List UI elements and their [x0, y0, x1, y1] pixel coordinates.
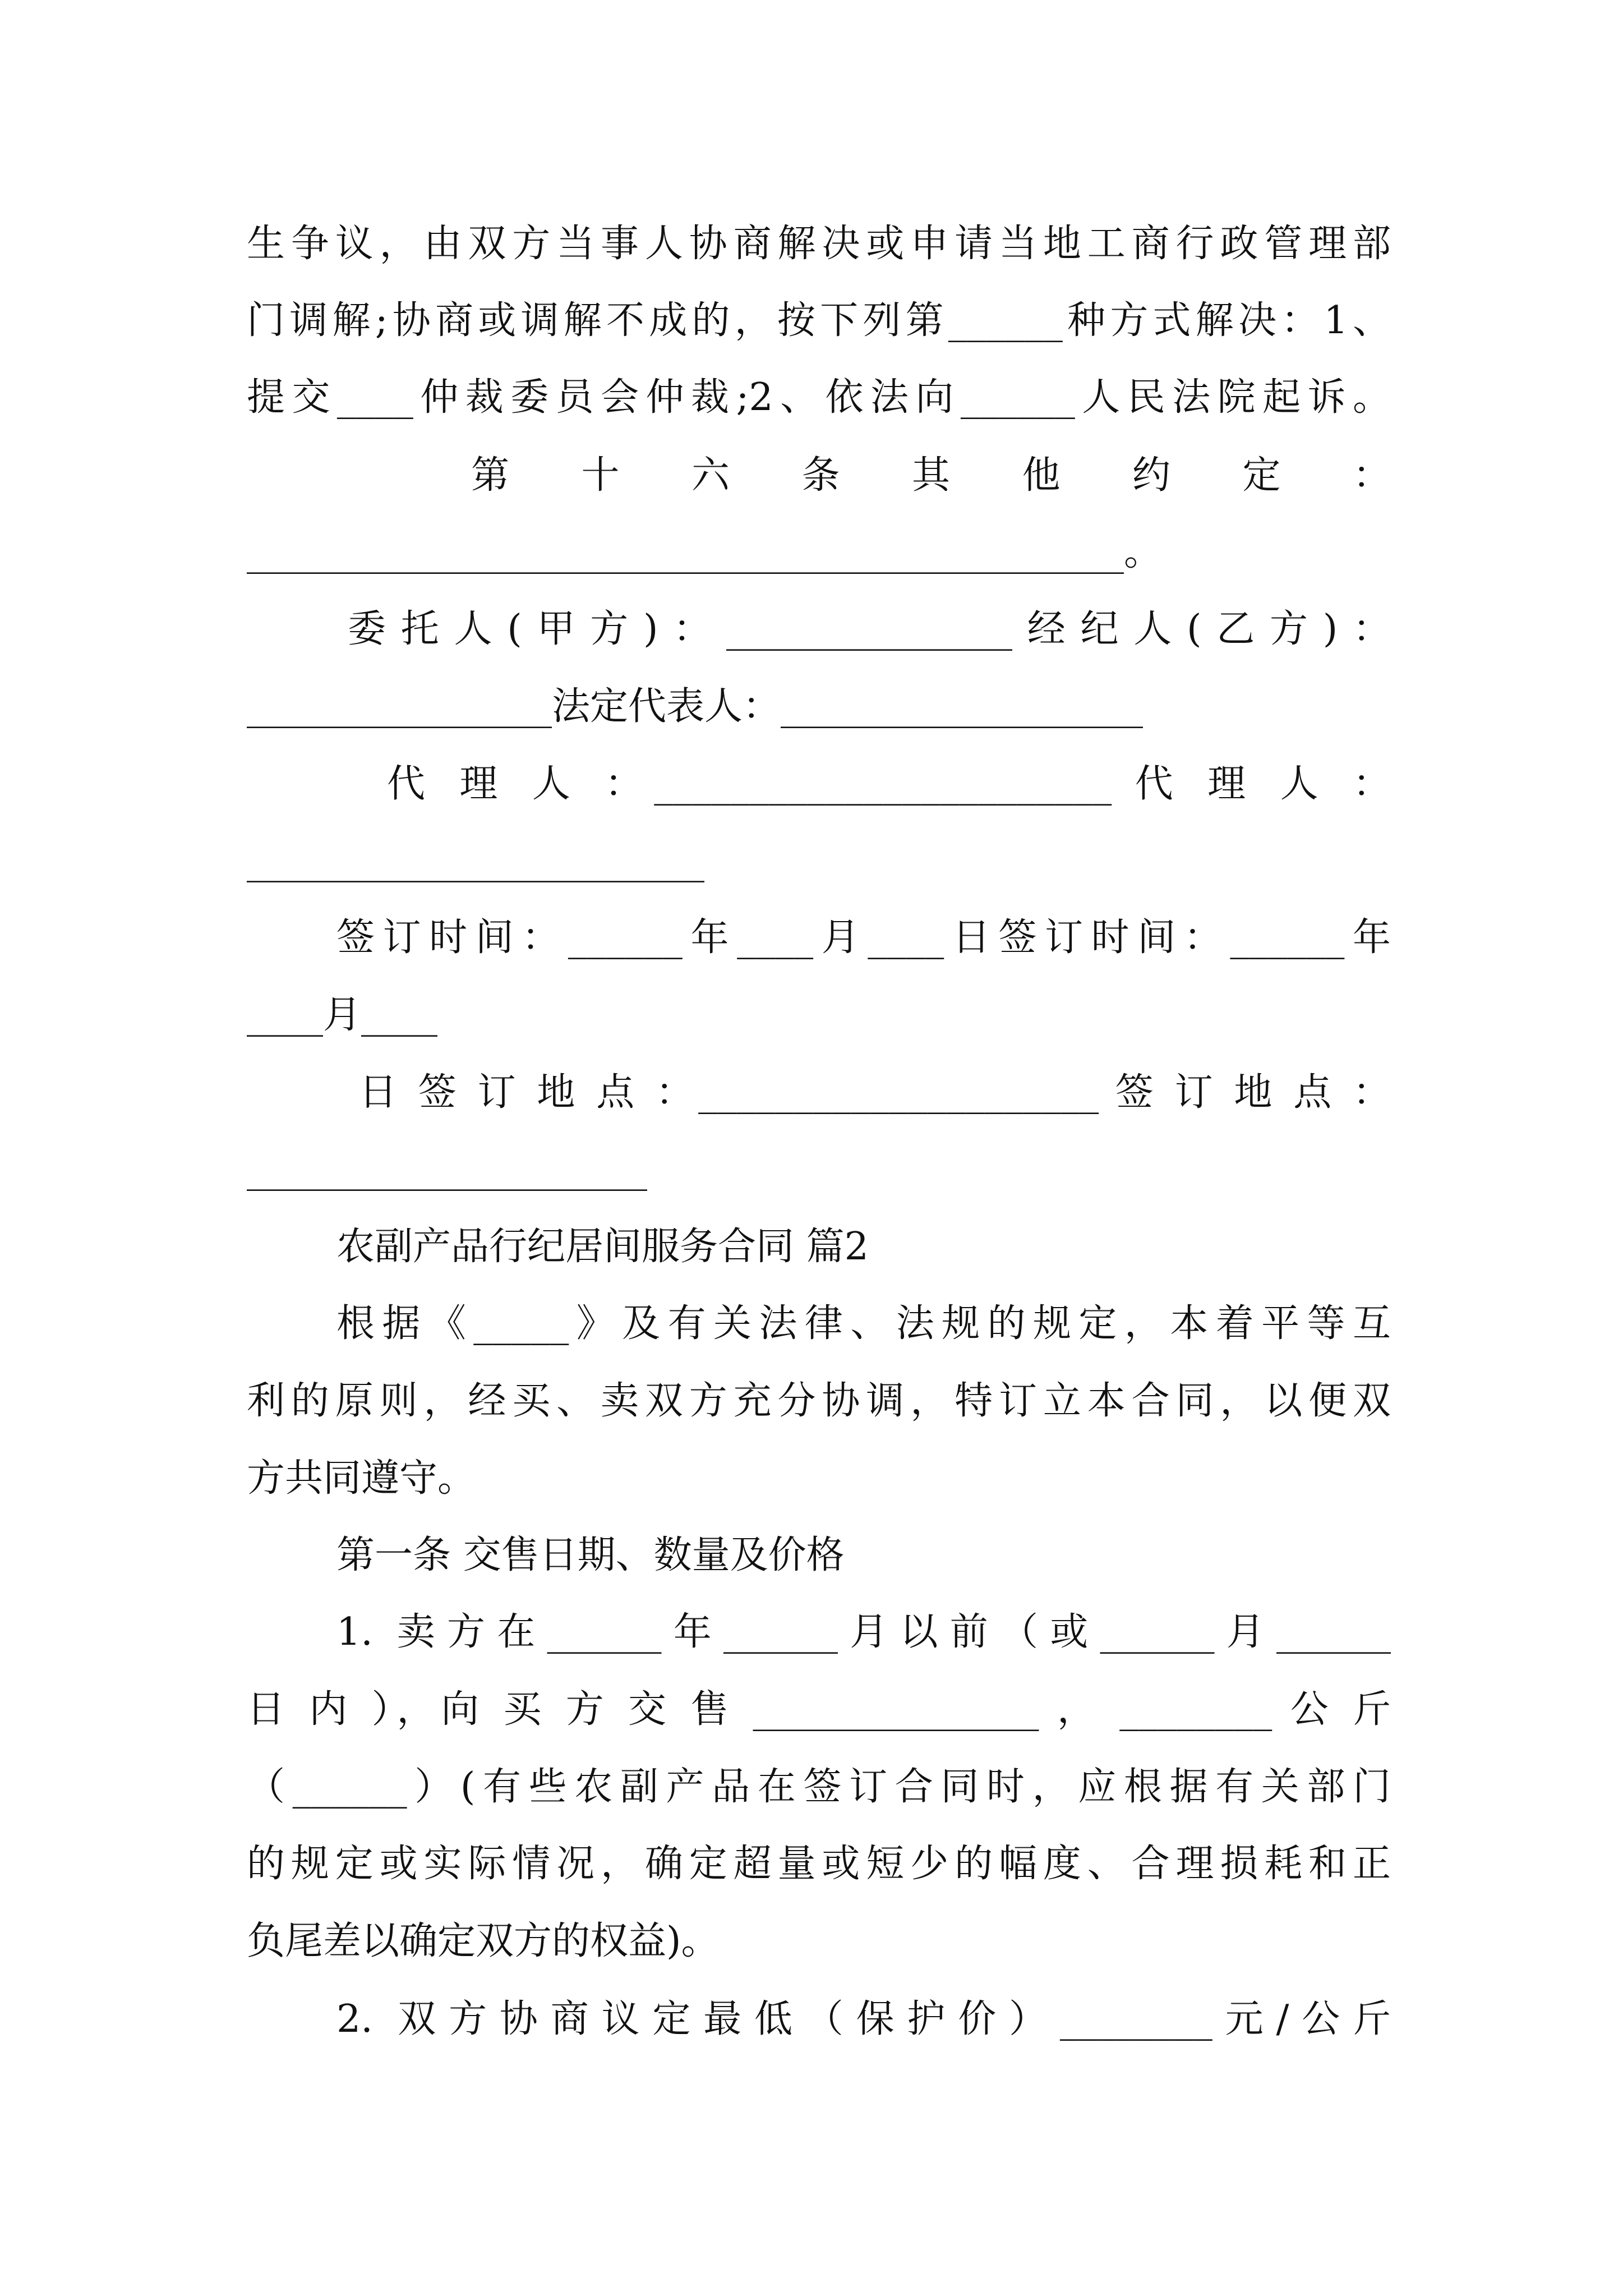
text-line-16: 利的原则，经买、卖双方充分协调，特订立本合同，以便双	[247, 1379, 1391, 1423]
text-line-23: 负尾差以确定双方的权益)。	[247, 1919, 720, 1963]
text-line-3: 提交____仲裁委员会仲裁;2、依法向______人民法院起诉。	[247, 375, 1391, 420]
text-line-21: （______）(有些农副产品在签订合同时，应根据有关部门	[247, 1765, 1391, 1809]
text-line-17: 方共同遵守。	[247, 1456, 476, 1501]
text-line-20: 日 内 ），向 买 方 交 售 _______________ ， ________ 公 斤	[247, 1687, 1391, 1732]
text-line-24: 2. 双方协商议定最低（保护价）________元/公斤	[336, 1997, 1391, 2041]
text-line-15: 根据《_____》及有关法律、法规的规定，本着平等互	[336, 1301, 1391, 1346]
text-line-2: 门调解;协商或调解不成的，按下列第______种方式解决：1、	[247, 298, 1391, 343]
text-line-1: 生争议，由双方当事人协商解决或申请当地工商行政管理部	[247, 222, 1391, 266]
signing-time-line: 签订时间：______年____月____日签订时间：______年	[336, 915, 1391, 960]
text-line-19: 1. 卖方在______年______月以前（或______月______	[336, 1610, 1391, 1654]
text-line-22: 的规定或实际情况，确定超量或短少的幅度、合理损耗和正	[247, 1842, 1391, 1886]
section-title: 农副产品行纪居间服务合同 篇2	[336, 1225, 869, 1269]
signing-place-line: 日 签 订 地 点 ：_____________________ 签 订 地 点 ：	[359, 1070, 1391, 1115]
signature-legal-rep: ________________法定代表人：___________________	[247, 684, 1144, 729]
signature-agents: 代 理 人 ：________________________ 代 理 人 ：	[387, 762, 1391, 806]
signature-agent-blank: ________________________	[247, 839, 704, 883]
text-line-5: ______________________________________________。	[247, 530, 1163, 574]
article-1-heading: 第一条 交售日期、数量及价格	[336, 1533, 845, 1577]
signing-time-cont: ____月____	[247, 993, 438, 1037]
signature-client-broker: 委托人(甲方)：_______________经纪人(乙方)：	[348, 607, 1391, 651]
signing-place-blank: _____________________	[247, 1147, 647, 1191]
article-16-heading: 第 十 六 条 其 他 约 定 ：	[471, 453, 1391, 498]
